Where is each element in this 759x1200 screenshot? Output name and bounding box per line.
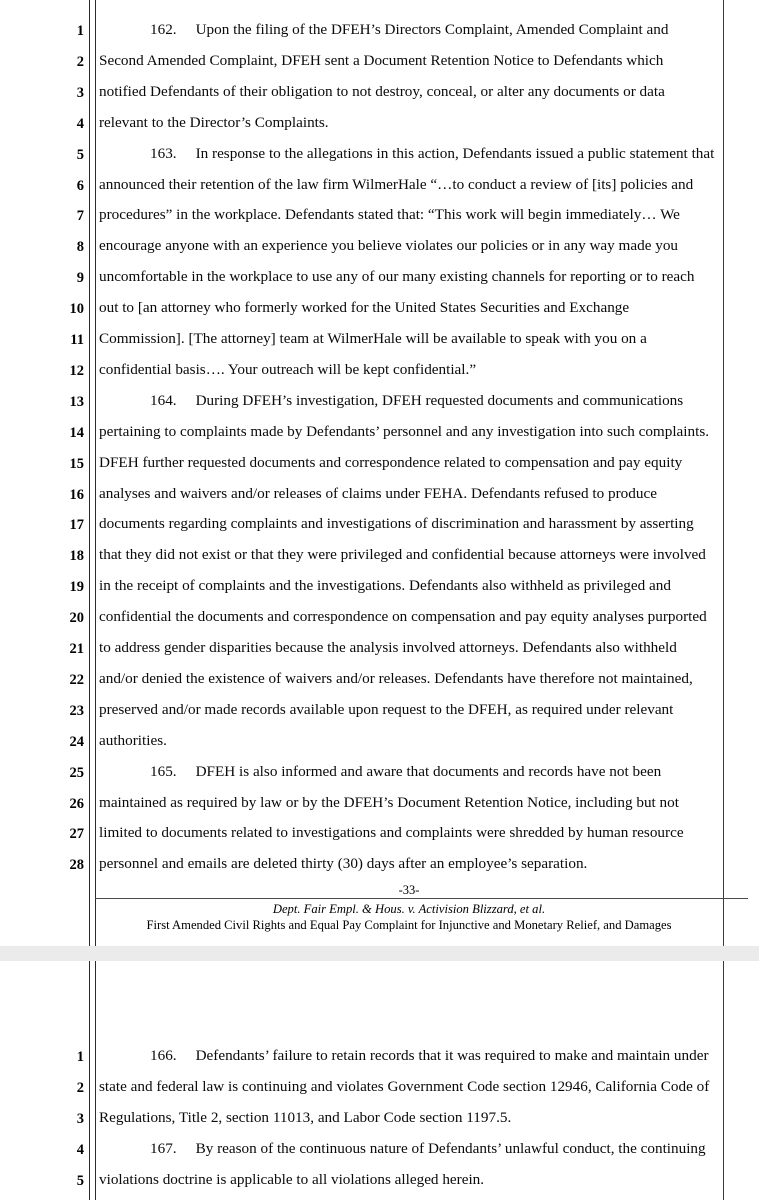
- body-line: out to [an attorney who formerly worked for the United States Securities and Exchange: [99, 299, 630, 317]
- line-number: 26: [69, 795, 84, 812]
- line-number: 1: [76, 1049, 84, 1065]
- line-number: 12: [69, 362, 84, 379]
- line-number: 7: [76, 208, 84, 225]
- body-line: DFEH further requested documents and correspondence related to compensation and pay equity: [99, 453, 683, 471]
- body-line: 162. Upon the filing of the DFEH’s Directors Complaint, Amended Complaint and: [150, 21, 669, 38]
- line-number: 16: [69, 486, 84, 503]
- body-line: Commission]. [The attorney] team at WilmerHale will be available to speak with you on a: [99, 330, 647, 347]
- body-line: 167. By reason of the continuous nature of Defendants’ unlawful conduct, the continuing: [150, 1140, 706, 1157]
- line-number: 2: [76, 53, 84, 70]
- body-line: 164. During DFEH’s investigation, DFEH requested documents and communications: [150, 391, 684, 409]
- line-number: 5: [76, 146, 84, 163]
- body-line: limited to documents related to investigations and complaints were shredded by human resource: [99, 824, 684, 842]
- body-line: 163. In response to the allegations in this action, Defendants issued a public statement that: [150, 144, 715, 162]
- line-number: 27: [69, 826, 84, 843]
- line-number: 15: [69, 455, 84, 472]
- line-number: 21: [69, 641, 84, 657]
- body-line: confidential basis…. Your outreach will be kept confidential.”: [99, 360, 477, 378]
- pleading-rule-right: [723, 961, 724, 1200]
- line-number: 28: [69, 857, 84, 874]
- line-number: 19: [69, 579, 84, 596]
- body-line: authorities.: [99, 731, 167, 749]
- body-line: personnel and emails are deleted thirty (30) days after an employee’s separation.: [99, 855, 588, 873]
- line-number: 2: [76, 1080, 84, 1096]
- footer-case-caption: Dept. Fair Empl. & Hous. v. Activision Blizzard, et al.: [272, 902, 546, 916]
- body-line: violations doctrine is applicable to all violations alleged herein.: [99, 1171, 485, 1188]
- line-number: 10: [69, 301, 84, 318]
- body-line: analyses and waivers and/or releases of claims under FEHA. Defendants refused to produce: [99, 484, 657, 502]
- page-separator-band: [0, 946, 759, 961]
- line-number: 20: [69, 610, 84, 627]
- line-number: 22: [69, 671, 84, 688]
- body-line: preserved and/or made records available upon request to the DFEH, as required under relevant: [99, 700, 674, 718]
- line-number: 13: [69, 393, 84, 410]
- line-number: 4: [76, 115, 84, 132]
- body-line: 165. DFEH is also informed and aware that documents and records have not been: [150, 762, 662, 780]
- body-line: in the receipt of complaints and the investigations. Defendants also withheld as privileged and: [99, 577, 671, 595]
- line-number: 9: [76, 270, 84, 287]
- line-number: 3: [76, 84, 84, 101]
- body-line: procedures” in the workplace. Defendants stated that: “This work will begin immediately… We: [99, 206, 680, 224]
- line-number: 23: [69, 702, 84, 719]
- pleading-rule-left-outer: [89, 961, 90, 1200]
- body-line: confidential the documents and correspondence on compensation and pay equity analyses purported: [99, 608, 707, 626]
- body-line: Second Amended Complaint, DFEH sent a Document Retention Notice to Defendants which: [99, 51, 664, 69]
- body-line: 166. Defendants’ failure to retain records that it was required to make and maintain under: [150, 1047, 709, 1064]
- line-number: 3: [76, 1111, 84, 1127]
- body-line: notified Defendants of their obligation to not destroy, conceal, or alter any documents or data: [99, 82, 665, 100]
- line-number: 17: [69, 517, 84, 534]
- body-line: maintained as required by law or by the DFEH’s Document Retention Notice, including but not: [99, 793, 679, 811]
- line-number: 18: [69, 548, 84, 565]
- line-number: 4: [76, 1142, 84, 1158]
- line-number: 5: [76, 1173, 84, 1189]
- footer-page-number: -33-: [398, 883, 420, 897]
- body-line: that they did not exist or that they were privileged and confidential because attorneys were involved: [99, 546, 706, 564]
- body-line: state and federal law is continuing and violates Government Code section 12946, California Code of: [99, 1078, 710, 1095]
- body-line: Regulations, Title 2, section 11013, and Labor Code section 1197.5.: [99, 1109, 512, 1126]
- pleading-rule-left-outer: [89, 0, 90, 946]
- pleading-rule-left-inner: [95, 0, 96, 946]
- pleading-rule-left-inner: [95, 961, 96, 1200]
- body-line: announced their retention of the law firm WilmerHale “…to conduct a review of [its] policies and: [99, 175, 694, 193]
- footer-document-title: First Amended Civil Rights and Equal Pay Complaint for Injunctive and Monetary Relief, and Damages: [146, 918, 672, 932]
- line-number: 6: [76, 177, 84, 194]
- body-line: documents regarding complaints and investigations of discrimination and harassment by asserting: [99, 515, 694, 533]
- body-line: relevant to the Director’s Complaints.: [99, 113, 329, 131]
- body-line: to address gender disparities because the analysis involved attorneys. Defendants also withheld: [99, 639, 677, 656]
- body-line: encourage anyone with an experience you believe violates our policies or in any way made you: [99, 237, 679, 255]
- body-line: uncomfortable in the workplace to use any of our many existing channels for reporting or to reach: [99, 268, 695, 286]
- line-number: 24: [69, 733, 84, 750]
- pleading-rule-right: [723, 0, 724, 946]
- line-number: 8: [76, 239, 84, 256]
- line-number: 14: [69, 424, 84, 441]
- body-line: pertaining to complaints made by Defendants’ personnel and any investigation into such complaints.: [99, 422, 710, 440]
- footer-divider-rule: [95, 898, 748, 899]
- document-page-34: [0, 961, 759, 1200]
- line-number: 1: [76, 23, 84, 39]
- line-number: 11: [70, 332, 84, 348]
- body-line: and/or denied the existence of waivers and/or releases. Defendants have therefore not maintained,: [99, 669, 693, 687]
- line-number: 25: [69, 764, 84, 781]
